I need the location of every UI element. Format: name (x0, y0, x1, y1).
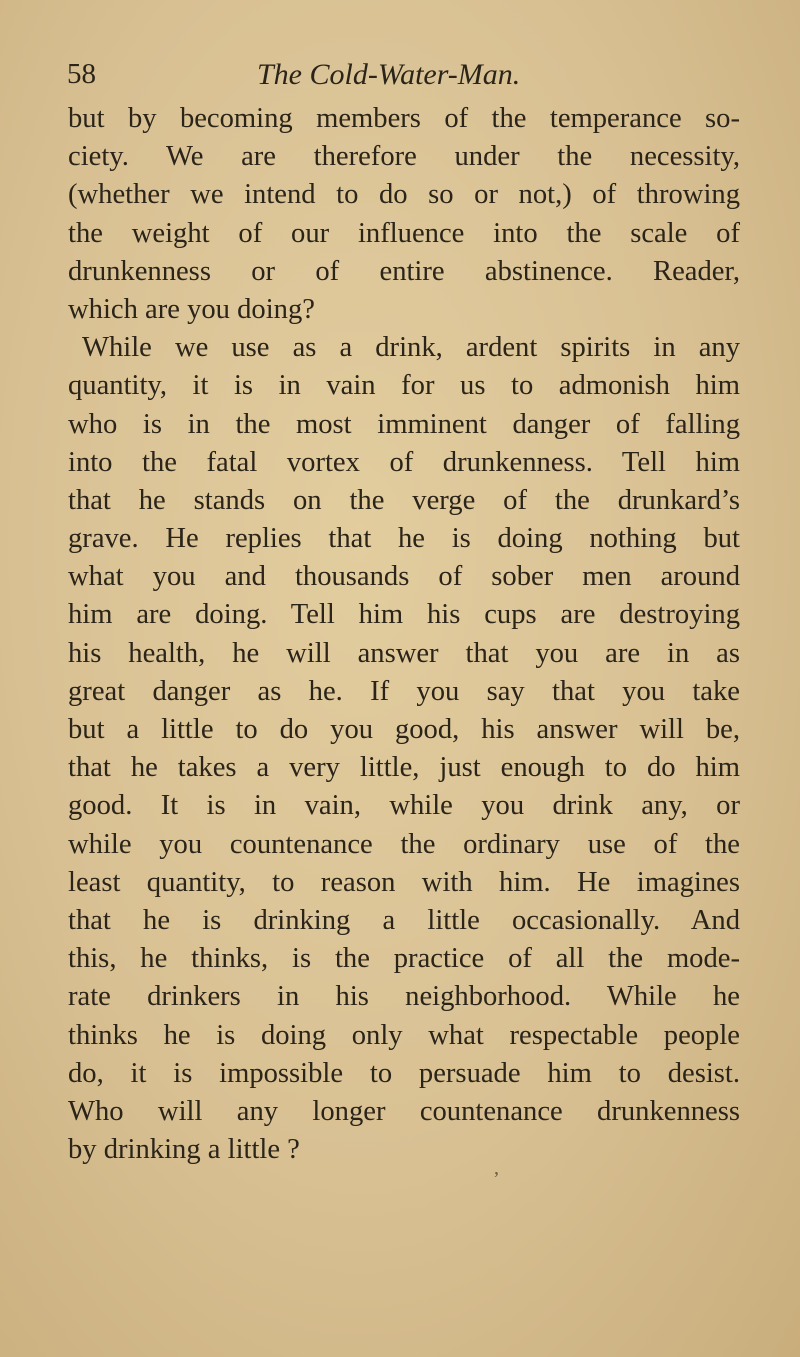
text-line: but a little to do you good, his answer will be, (68, 714, 740, 745)
text-line: what you and thousands of sober men around (68, 561, 740, 593)
text-line: grave. He replies that he is doing nothing but (68, 523, 740, 555)
text-line: great danger as he. If you say that you take (68, 675, 740, 707)
text-line: into the fatal vortex of drunkenness. Tell him (68, 446, 740, 478)
text-line: which are you doing? (68, 293, 315, 325)
text-line: drunkenness or of entire abstinence. Reader, (68, 255, 740, 287)
text-line: his health, he will answer that you are in as (68, 637, 740, 669)
text-line: while you countenance the ordinary use of the (68, 828, 740, 860)
text-line: least quantity, to reason with him. He imagines (68, 866, 740, 898)
text-line: do, it is impossible to persuade him to desist. (68, 1057, 740, 1089)
text-line: that he is drinking a little occasionally. And (68, 904, 740, 936)
text-line: thinks he is doing only what respectable people (68, 1019, 740, 1051)
text-line: but by becoming members of the temperance so- (68, 103, 740, 134)
body-text (68, 100, 740, 1169)
text-line: quantity, it is in vain for us to admonish him (68, 370, 740, 402)
text-line: by drinking a little ? (68, 1134, 300, 1166)
running-head (67, 58, 747, 98)
text-line: While we use as a drink, ardent spirits in any (82, 332, 740, 364)
text-line: the weight of our influence into the scale of (68, 217, 740, 249)
stray-ink-mark: ‚ (493, 1157, 500, 1179)
text-line: ciety. We are therefore under the necessity, (68, 141, 740, 173)
text-line: that he stands on the verge of the drunkard’s (68, 484, 740, 516)
text-line: him are doing. Tell him his cups are destroying (68, 599, 740, 631)
text-line: rate drinkers in his neighborhood. While he (68, 981, 740, 1013)
text-line: that he takes a very little, just enough to do him (68, 752, 740, 784)
text-line: who is in the most imminent danger of falling (68, 408, 740, 440)
text-line: (whether we intend to do so or not,) of throwing (68, 179, 740, 211)
text-line: Who will any longer countenance drunkenness (68, 1095, 740, 1127)
text-line: good. It is in vain, while you drink any, or (68, 790, 740, 822)
text-line: this, he thinks, is the practice of all the mode- (68, 943, 740, 975)
page-number: 58 (67, 58, 96, 90)
running-title: The Cold-Water-Man. (257, 58, 521, 91)
